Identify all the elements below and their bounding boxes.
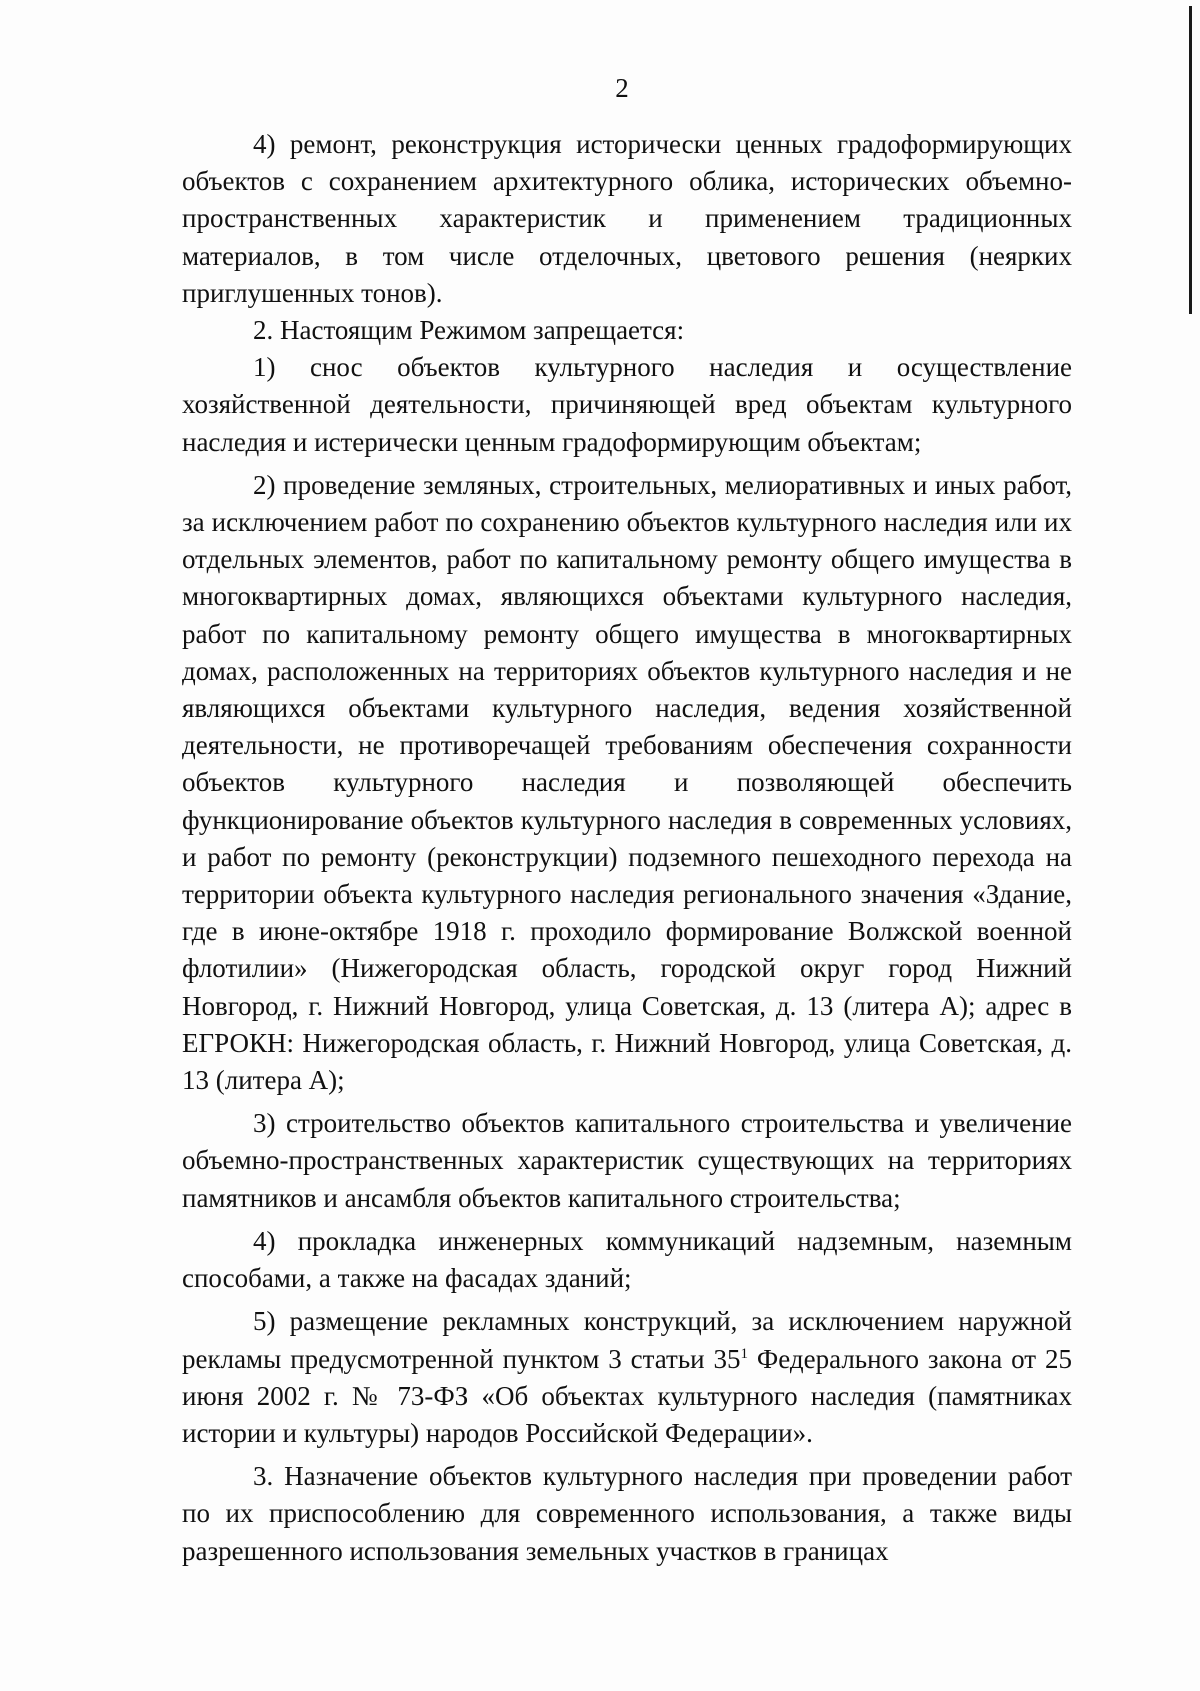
paragraph-section-3-purpose: 3. Назначение объектов культурного наследия при проведении работ по их приспособлению для современного использования, а также виды разрешенного использования земельных участков в границах	[182, 1461, 1072, 1566]
paragraph-item-2-works: 2) проведение земляных, строительных, мелиоративных и иных работ, за исключением работ по сохранению объектов культурного наследия или их отдельных элементов, работ по капитальному ремонту общего имущества в многоквартирных домах, являющихся объектами культурного наследия, работ по капитальному ремонту общего имущества в многоквартирных домах, расположенных на территориях объектов культурного наследия и не являющихся объектами культурного наследия, ведения хозяйственной деятельности, не противоречащей требованиям обеспечения сохранности объектов культурного наследия и позволяющей обеспечить функционирование объектов культурного наследия в современных условиях, и работ по ремонту (реконструкции) подземного пешеходного перехода на территории объекта культурного наследия регионального значения «Здание, где в июне-октябре 1918 г. проходило формирование Волжской военной флотилии» (Нижегородская область, городской округ город Нижний Новгород, г. Нижний Новгород, улица Советская, д. 13 (литера А); адрес в ЕГРОКН: Нижегородская область, г. Нижний Новгород, улица Советская, д. 13 (литера А);	[182, 469, 1072, 1096]
paragraph-item-3-construction: 3) строительство объектов капитального строительства и увеличение объемно-пространственных характеристик существующих на территориях памятников и ансамбля объектов капитального строительства;	[182, 1108, 1072, 1213]
paragraph-item-4-repair: 4) ремонт, реконструкция исторически ценных градоформирующих объектов с сохранением архитектурного облика, исторических объемно-пространственных характеристик и применением традиционных материалов, в том числе отделочных, цветового решения (неярких приглушенных тонов).	[182, 129, 1072, 308]
paragraph-item-1-demolition: 1) снос объектов культурного наследия и осуществление хозяйственной деятельности, причиняющей вред объектам культурного наследия и истерически ценным градоформирующим объектам;	[182, 352, 1072, 457]
article-superscript: 1	[740, 1345, 749, 1362]
paragraph-item-4-utilities: 4) прокладка инженерных коммуникаций надземным, наземным способами, а также на фасадах зданий;	[182, 1225, 1072, 1294]
advertising-text-end: Федерального закона от 25 июня 2002 г. № 73-ФЗ «Об объектах культурного наследия (памятниках истории и культуры) народов Российской Федерации».	[182, 1343, 1073, 1448]
advertising-text-start: 5) размещение рекламных конструкций, за исключением наружной рекламы предусмотренной пунктом 3 статьи 35	[182, 1306, 1072, 1374]
scan-edge-line	[1189, 6, 1192, 314]
paragraph-item-5-advertising	[182, 1303, 1072, 1452]
document-body	[182, 126, 1072, 1570]
page-number: 2	[615, 73, 629, 103]
paragraph-section-2-heading: 2. Настоящим Режимом запрещается:	[253, 315, 685, 346]
